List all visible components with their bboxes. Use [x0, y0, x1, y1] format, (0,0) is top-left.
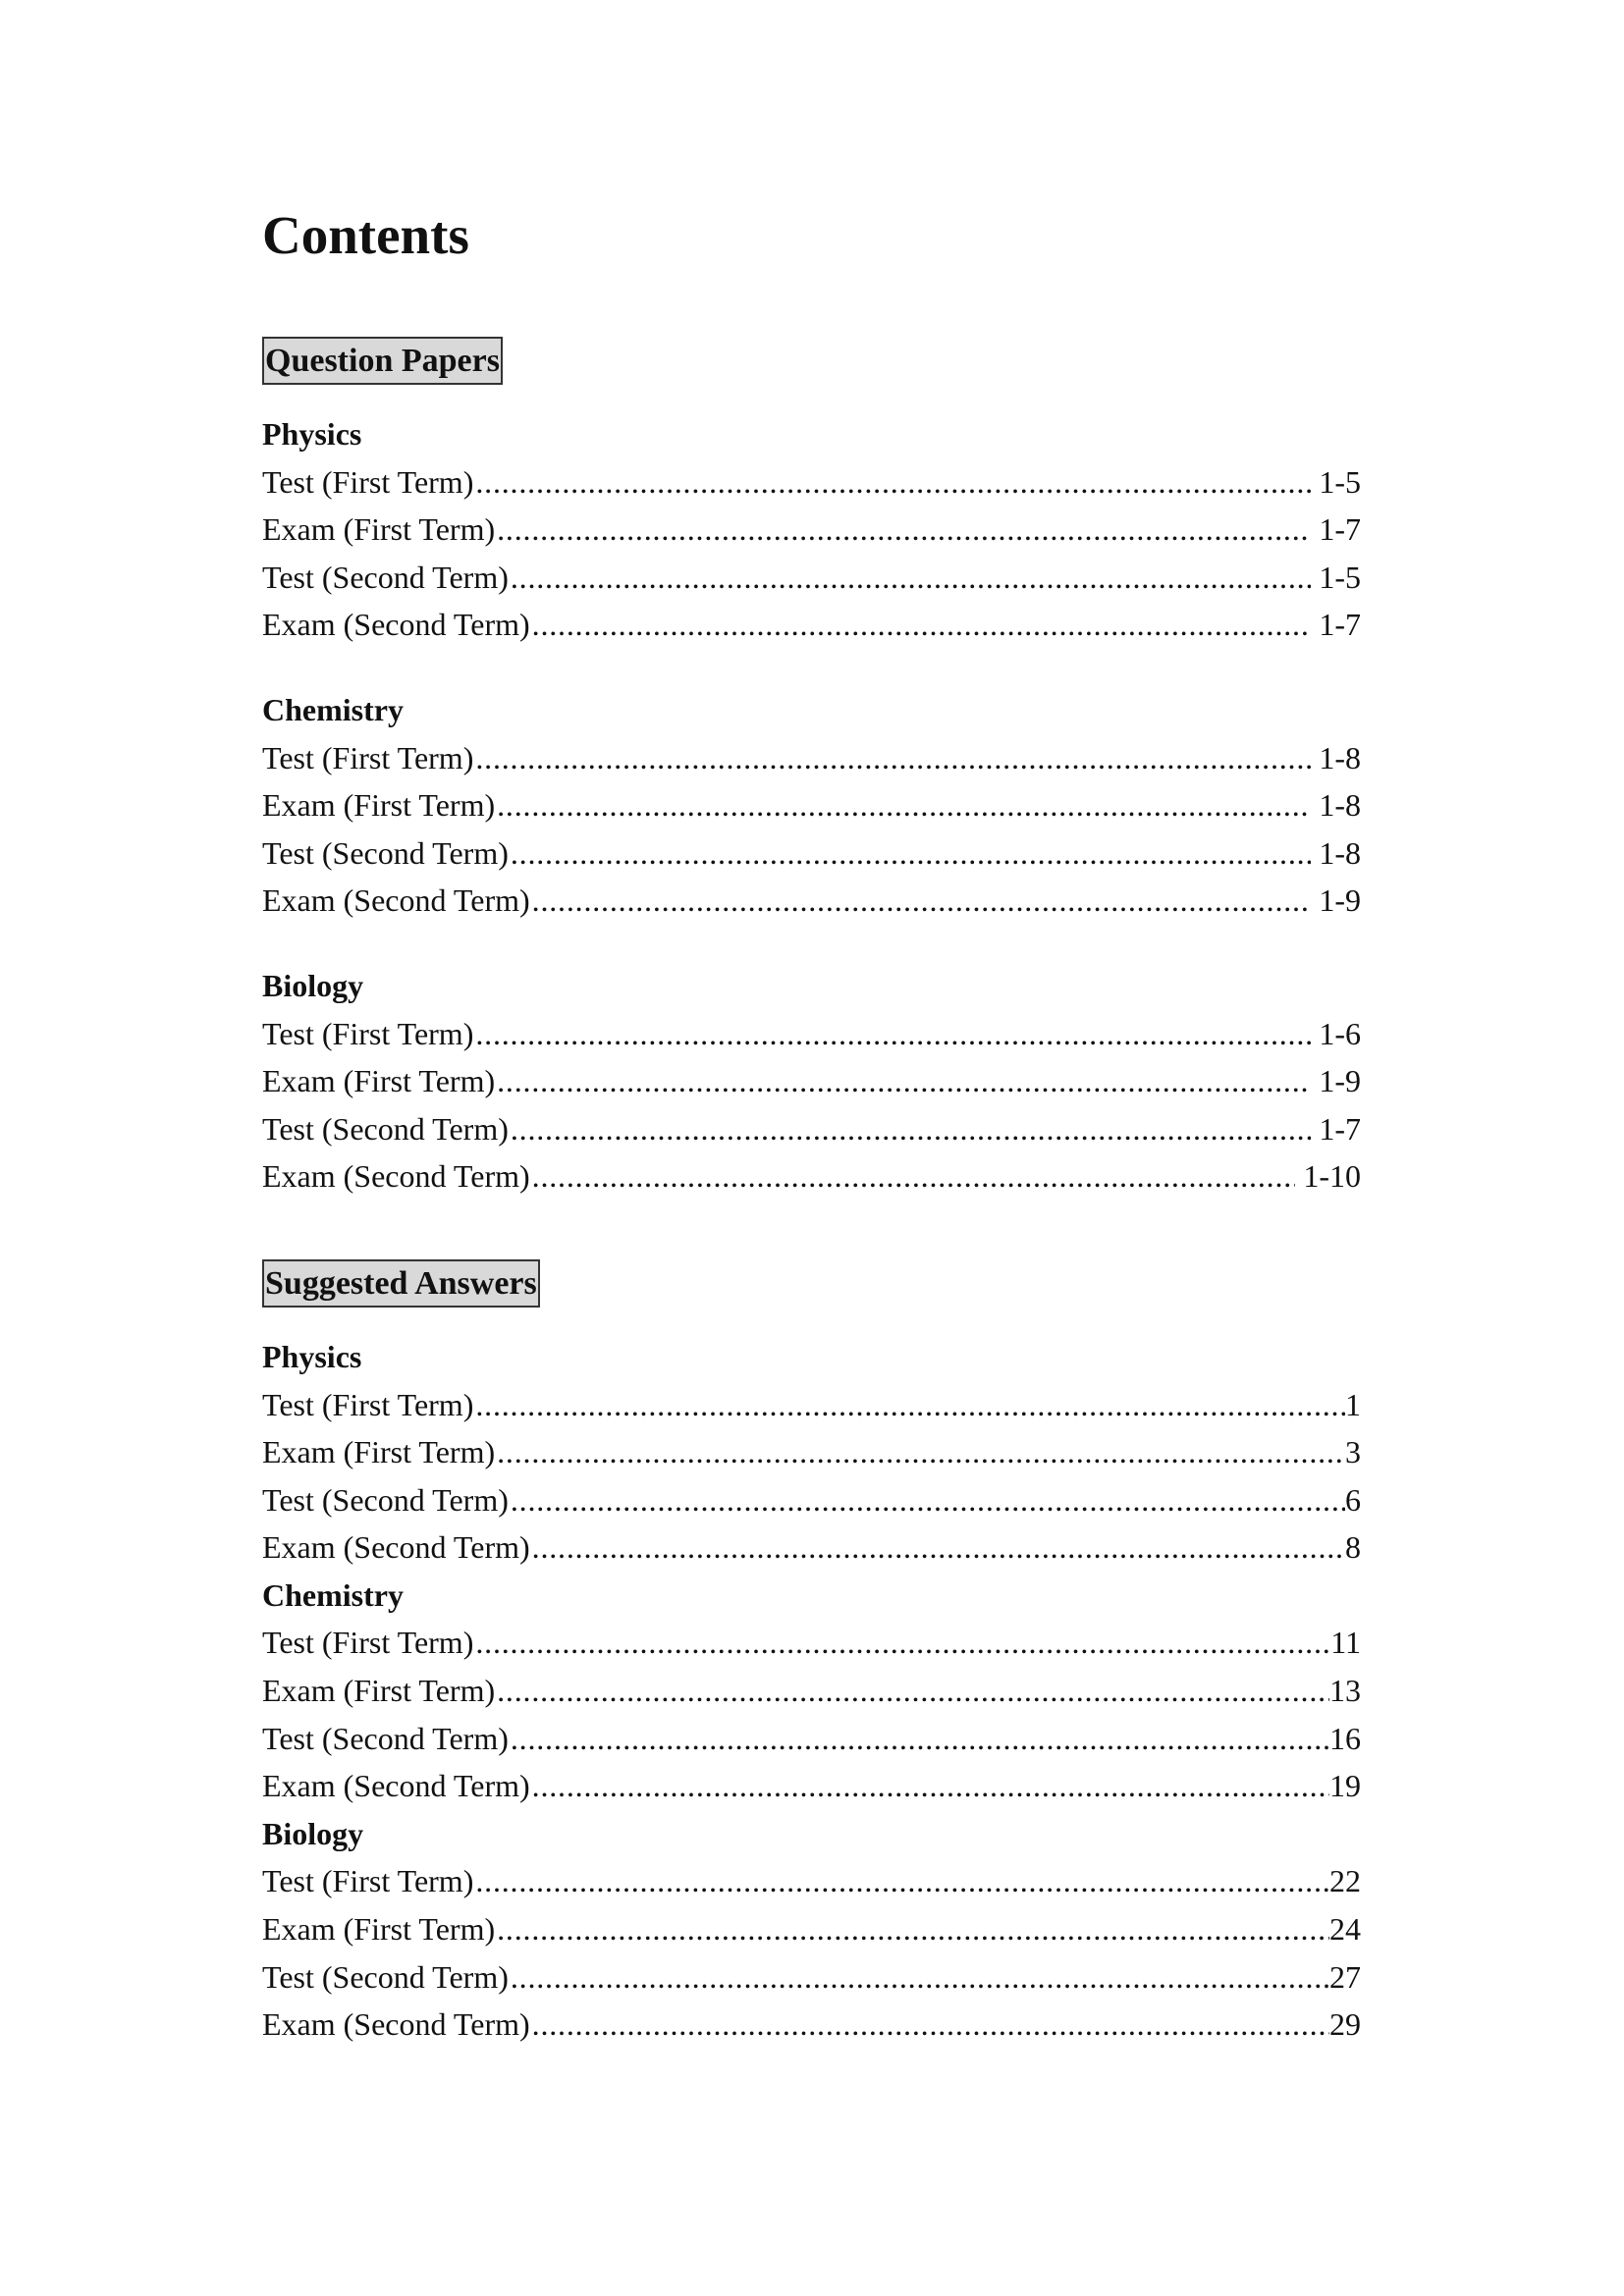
- toc-entry-pages: 8: [1345, 1529, 1361, 1566]
- toc-entry-label: Exam (Second Term): [262, 1529, 530, 1566]
- toc-entry-pages: 19: [1329, 1768, 1361, 1804]
- toc-entry[interactable]: [262, 1857, 1361, 1905]
- toc-entry-pages: 11: [1330, 1625, 1361, 1661]
- toc-sections: [262, 265, 1361, 2049]
- toc-entry-label: Test (Second Term): [262, 1958, 509, 1995]
- dot-leader: [530, 601, 1312, 649]
- toc-entry-label: Exam (Second Term): [262, 2006, 530, 2043]
- section-groups: [262, 410, 1361, 1201]
- toc-entry[interactable]: [262, 458, 1361, 507]
- dot-leader: [473, 734, 1311, 782]
- section-groups: [262, 1333, 1361, 2049]
- contents-page: [262, 206, 1361, 2049]
- toc-entry-pages: 1-8: [1319, 834, 1361, 871]
- toc-entry[interactable]: [262, 1523, 1361, 1572]
- toc-entry-label: Test (First Term): [262, 739, 474, 775]
- toc-entry-label: Test (Second Term): [262, 834, 509, 871]
- dot-leader: [530, 877, 1312, 925]
- dot-leader: [530, 1523, 1345, 1572]
- toc-entry-label: Test (First Term): [262, 1863, 474, 1899]
- toc-entry[interactable]: [262, 2001, 1361, 2049]
- toc-entry-label: Test (Second Term): [262, 1481, 509, 1518]
- toc-entry-pages: 1-9: [1319, 882, 1361, 919]
- dot-leader: [495, 781, 1311, 829]
- dot-leader: [495, 1057, 1311, 1105]
- toc-entry[interactable]: [262, 829, 1361, 878]
- subject-heading: Biology: [262, 967, 364, 1003]
- toc-entry-label: Test (First Term): [262, 1015, 474, 1051]
- toc-entry-label: Exam (First Term): [262, 1434, 496, 1470]
- toc-entry-label: Exam (First Term): [262, 1911, 496, 1948]
- dot-leader: [495, 506, 1311, 554]
- dot-leader: [495, 1905, 1329, 1953]
- toc-entry-pages: 1-6: [1319, 1015, 1361, 1051]
- dot-leader: [509, 1105, 1311, 1153]
- toc-entry[interactable]: [262, 1762, 1361, 1810]
- toc-entry-pages: 24: [1329, 1911, 1361, 1948]
- toc-entry-label: Test (First Term): [262, 1625, 474, 1661]
- dot-leader: [530, 2001, 1329, 2049]
- toc-entry-pages: 27: [1329, 1958, 1361, 1995]
- dot-leader: [530, 1152, 1296, 1201]
- toc-entry-pages: 22: [1329, 1863, 1361, 1899]
- toc-entry-label: Exam (First Term): [262, 511, 496, 548]
- dot-leader: [509, 1953, 1329, 2002]
- toc-entry[interactable]: [262, 1905, 1361, 1953]
- toc-entry-pages: 1-10: [1303, 1158, 1361, 1195]
- dot-leader: [495, 1667, 1329, 1715]
- toc-entry-pages: 1-8: [1319, 739, 1361, 775]
- toc-entry-pages: 1-7: [1319, 607, 1361, 643]
- toc-entry-pages: 13: [1329, 1673, 1361, 1709]
- toc-entry[interactable]: [262, 601, 1361, 649]
- toc-entry-pages: 16: [1329, 1720, 1361, 1756]
- toc-entry[interactable]: [262, 1381, 1361, 1429]
- toc-entry[interactable]: [262, 1715, 1361, 1763]
- toc-entry-pages: 1-9: [1319, 1063, 1361, 1099]
- subject-heading: Physics: [262, 1338, 362, 1374]
- toc-entry[interactable]: [262, 781, 1361, 829]
- section-heading: Suggested Answers: [262, 1259, 540, 1308]
- dot-leader: [473, 458, 1311, 507]
- dot-leader: [473, 1010, 1311, 1058]
- toc-entry-pages: 29: [1329, 2006, 1361, 2043]
- toc-entry-label: Exam (First Term): [262, 787, 496, 824]
- subject-heading: Chemistry: [262, 691, 404, 727]
- toc-entry-label: Exam (Second Term): [262, 607, 530, 643]
- toc-entry-label: Exam (First Term): [262, 1673, 496, 1709]
- toc-entry-label: Test (Second Term): [262, 559, 509, 595]
- toc-entry-label: Test (Second Term): [262, 1720, 509, 1756]
- dot-leader: [509, 829, 1311, 878]
- toc-entry-label: Exam (Second Term): [262, 1768, 530, 1804]
- toc-entry-label: Exam (Second Term): [262, 882, 530, 919]
- toc-entry[interactable]: [262, 877, 1361, 925]
- section-heading: Question Papers: [262, 337, 503, 385]
- toc-entry-label: Exam (First Term): [262, 1063, 496, 1099]
- dot-leader: [509, 554, 1311, 602]
- toc-entry[interactable]: [262, 1667, 1361, 1715]
- toc-entry[interactable]: [262, 554, 1361, 602]
- toc-entry[interactable]: [262, 1476, 1361, 1524]
- toc-entry-pages: 1-7: [1319, 1110, 1361, 1147]
- toc-entry[interactable]: [262, 1152, 1361, 1201]
- dot-leader: [495, 1428, 1345, 1476]
- toc-entry[interactable]: [262, 1057, 1361, 1105]
- dot-leader: [530, 1762, 1329, 1810]
- toc-entry[interactable]: [262, 1619, 1361, 1667]
- dot-leader: [509, 1715, 1329, 1763]
- toc-entry-pages: 6: [1345, 1481, 1361, 1518]
- toc-entry[interactable]: [262, 734, 1361, 782]
- toc-entry-pages: 1-5: [1319, 559, 1361, 595]
- subject-heading: Biology: [262, 1815, 364, 1851]
- toc-entry[interactable]: [262, 1105, 1361, 1153]
- subject-heading: Physics: [262, 416, 362, 452]
- toc-entry-pages: 3: [1345, 1434, 1361, 1470]
- toc-entry-pages: 1-8: [1319, 787, 1361, 824]
- page-title: Contents: [262, 205, 469, 265]
- toc-entry[interactable]: [262, 1010, 1361, 1058]
- toc-entry-label: Exam (Second Term): [262, 1158, 530, 1195]
- toc-entry[interactable]: [262, 1428, 1361, 1476]
- toc-entry-label: Test (Second Term): [262, 1110, 509, 1147]
- dot-leader: [473, 1857, 1329, 1905]
- toc-entry-label: Test (First Term): [262, 1386, 474, 1422]
- toc-entry-label: Test (First Term): [262, 463, 474, 500]
- toc-entry[interactable]: [262, 506, 1361, 554]
- toc-entry-pages: 1-7: [1319, 511, 1361, 548]
- toc-entry-pages: 1-5: [1319, 463, 1361, 500]
- toc-entry-pages: 1: [1345, 1386, 1361, 1422]
- dot-leader: [473, 1381, 1345, 1429]
- subject-heading: Chemistry: [262, 1576, 404, 1613]
- toc-entry[interactable]: [262, 1953, 1361, 2002]
- dot-leader: [473, 1619, 1330, 1667]
- dot-leader: [509, 1476, 1345, 1524]
